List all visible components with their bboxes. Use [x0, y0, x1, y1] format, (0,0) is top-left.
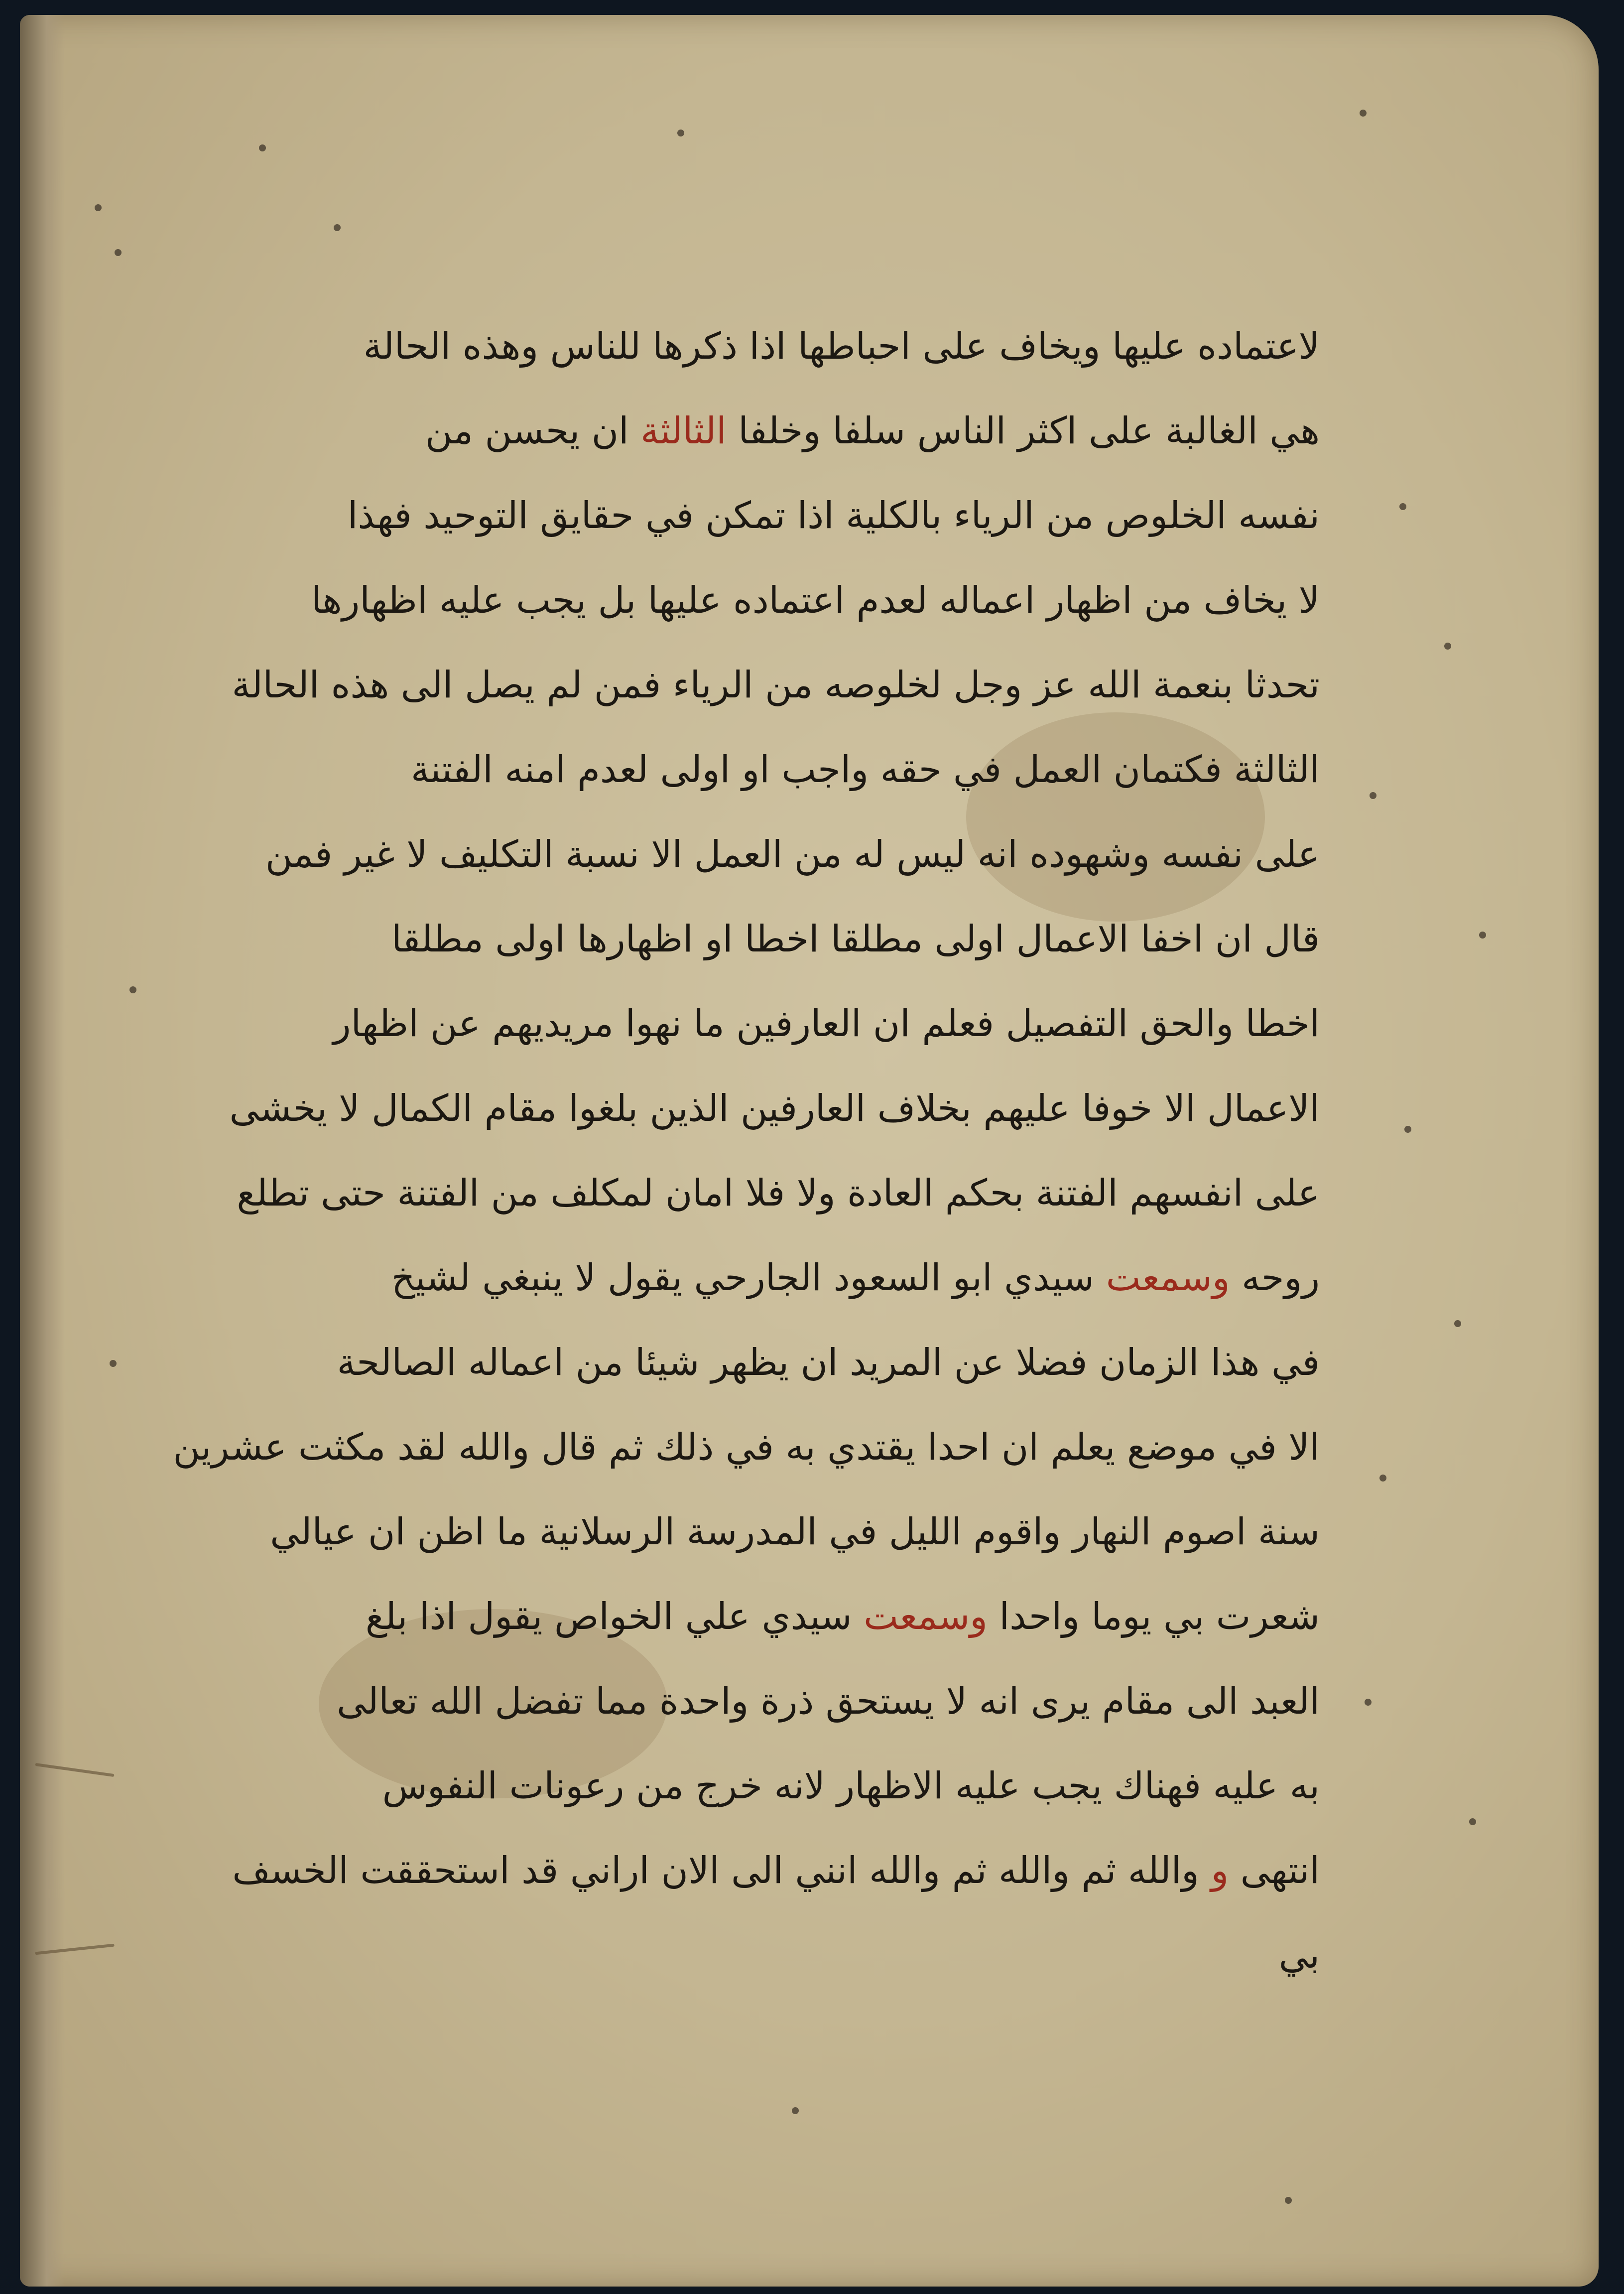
paper-spot	[1479, 932, 1486, 939]
line-text: نفسه الخلوص من الرياء بالكلية اذا تمكن في حقايق التوحيد فهذا	[347, 494, 1320, 537]
line-text: الاعمال الا خوفا عليهم بخلاف العارفين الذين بلغوا مقام الكمال لا يخشى	[229, 1087, 1320, 1130]
text-line	[154, 1405, 1320, 1489]
line-text: تحدثا بنعمة الله عز وجل لخلوصه من الرياء فمن لم يصل الى هذه الحالة	[232, 664, 1320, 706]
text-line	[154, 1659, 1320, 1744]
text-line	[154, 1744, 1320, 1828]
paper-spot	[1365, 1699, 1372, 1706]
text-line	[154, 473, 1320, 558]
text-line	[154, 812, 1320, 897]
line-text: شعرت بي يوما واحدا	[987, 1595, 1320, 1638]
paper-spot	[677, 130, 684, 136]
text-line	[154, 1574, 1320, 1659]
line-text: سنة اصوم النهار واقوم الليل في المدرسة الرسلانية ما اظن ان عيالي	[270, 1510, 1320, 1553]
text-line	[154, 981, 1320, 1066]
rubric-word: الثالثة	[640, 409, 727, 452]
line-text: العبد الى مقام يرى انه لا يستحق ذرة واحدة مما تفضل الله تعالى	[337, 1680, 1320, 1723]
paper-spot	[1370, 792, 1376, 799]
line-text: روحه	[1230, 1256, 1320, 1299]
text-line	[154, 727, 1320, 812]
text-line	[154, 389, 1320, 473]
text-line	[154, 1235, 1320, 1320]
line-text: الا في موضع يعلم ان احدا يقتدي به في ذلك ثم قال والله لقد مكثت عشرين	[173, 1426, 1320, 1469]
text-line	[154, 1066, 1320, 1151]
paper-spot	[1469, 1818, 1476, 1825]
paper-spot	[1285, 2197, 1292, 2204]
line-text: اخطا والحق التفصيل فعلم ان العارفين ما نهوا مريديهم عن اظهار	[333, 1002, 1320, 1045]
line-text: بي	[1278, 1934, 1320, 1977]
line-text: به عليه فهناك يجب عليه الاظهار لانه خرج من رعونات النفوس	[382, 1764, 1320, 1807]
text-line	[154, 1489, 1320, 1574]
line-text: لاعتماده عليها ويخاف على احباطها اذا ذكرها للناس وهذه الحالة	[363, 325, 1320, 368]
paper-spot	[1379, 1475, 1386, 1482]
paper-spot	[334, 224, 341, 231]
text-line	[154, 1828, 1320, 1913]
line-text: على انفسهم الفتنة بحكم العادة ولا فلا امان لمكلف من الفتنة حتى تطلع	[237, 1172, 1320, 1214]
text-line	[154, 643, 1320, 727]
text-line	[154, 1151, 1320, 1235]
paper-spot	[259, 144, 266, 151]
line-text: على نفسه وشهوده انه ليس له من العمل الا نسبة التكليف لا غير فمن	[265, 833, 1320, 876]
line-text: في هذا الزمان فضلا عن المريد ان يظهر شيئا من اعماله الصالحة	[337, 1341, 1320, 1384]
paper-spot	[1454, 1320, 1461, 1327]
text-line	[154, 304, 1320, 389]
paper-spot	[129, 986, 136, 993]
text-line	[154, 558, 1320, 643]
line-text: سيدي علي الخواص يقول اذا بلغ	[365, 1595, 864, 1638]
text-line	[154, 1320, 1320, 1405]
paper-spot	[1399, 503, 1406, 510]
line-text: هي الغالبة على اكثر الناس سلفا وخلفا	[726, 409, 1320, 452]
paper-spot	[1360, 110, 1367, 117]
manuscript-text	[154, 304, 1320, 1998]
paper-spot	[1404, 1126, 1411, 1133]
text-line	[154, 1913, 1320, 1998]
line-text: سيدي ابو السعود الجارحي يقول لا ينبغي لشيخ	[391, 1256, 1106, 1299]
rubric-word: و	[1211, 1849, 1229, 1892]
text-line	[154, 897, 1320, 981]
line-text: انتهى	[1229, 1849, 1320, 1892]
line-text: الثالثة فكتمان العمل في حقه واجب او اولى لعدم امنه الفتنة	[410, 748, 1320, 791]
paper-spot	[110, 1360, 117, 1367]
paper-spot	[95, 204, 102, 211]
rubric-word: وسمعت	[864, 1595, 988, 1638]
line-text: قال ان اخفا الاعمال اولى مطلقا اخطا او اظهارها اولى مطلقا	[391, 918, 1320, 960]
page-binding	[20, 15, 65, 2287]
line-text: والله ثم والله ثم والله انني الى الان اراني قد استحققت الخسف	[232, 1849, 1211, 1892]
paper-spot	[115, 249, 122, 256]
line-text: لا يخاف من اظهار اعماله لعدم اعتماده عليها بل يجب عليه اظهارها	[311, 579, 1320, 622]
line-text: ان يحسن من	[425, 409, 641, 452]
paper-spot	[792, 2107, 799, 2114]
paper-spot	[1444, 643, 1451, 650]
rubric-word: وسمعت	[1106, 1256, 1230, 1299]
